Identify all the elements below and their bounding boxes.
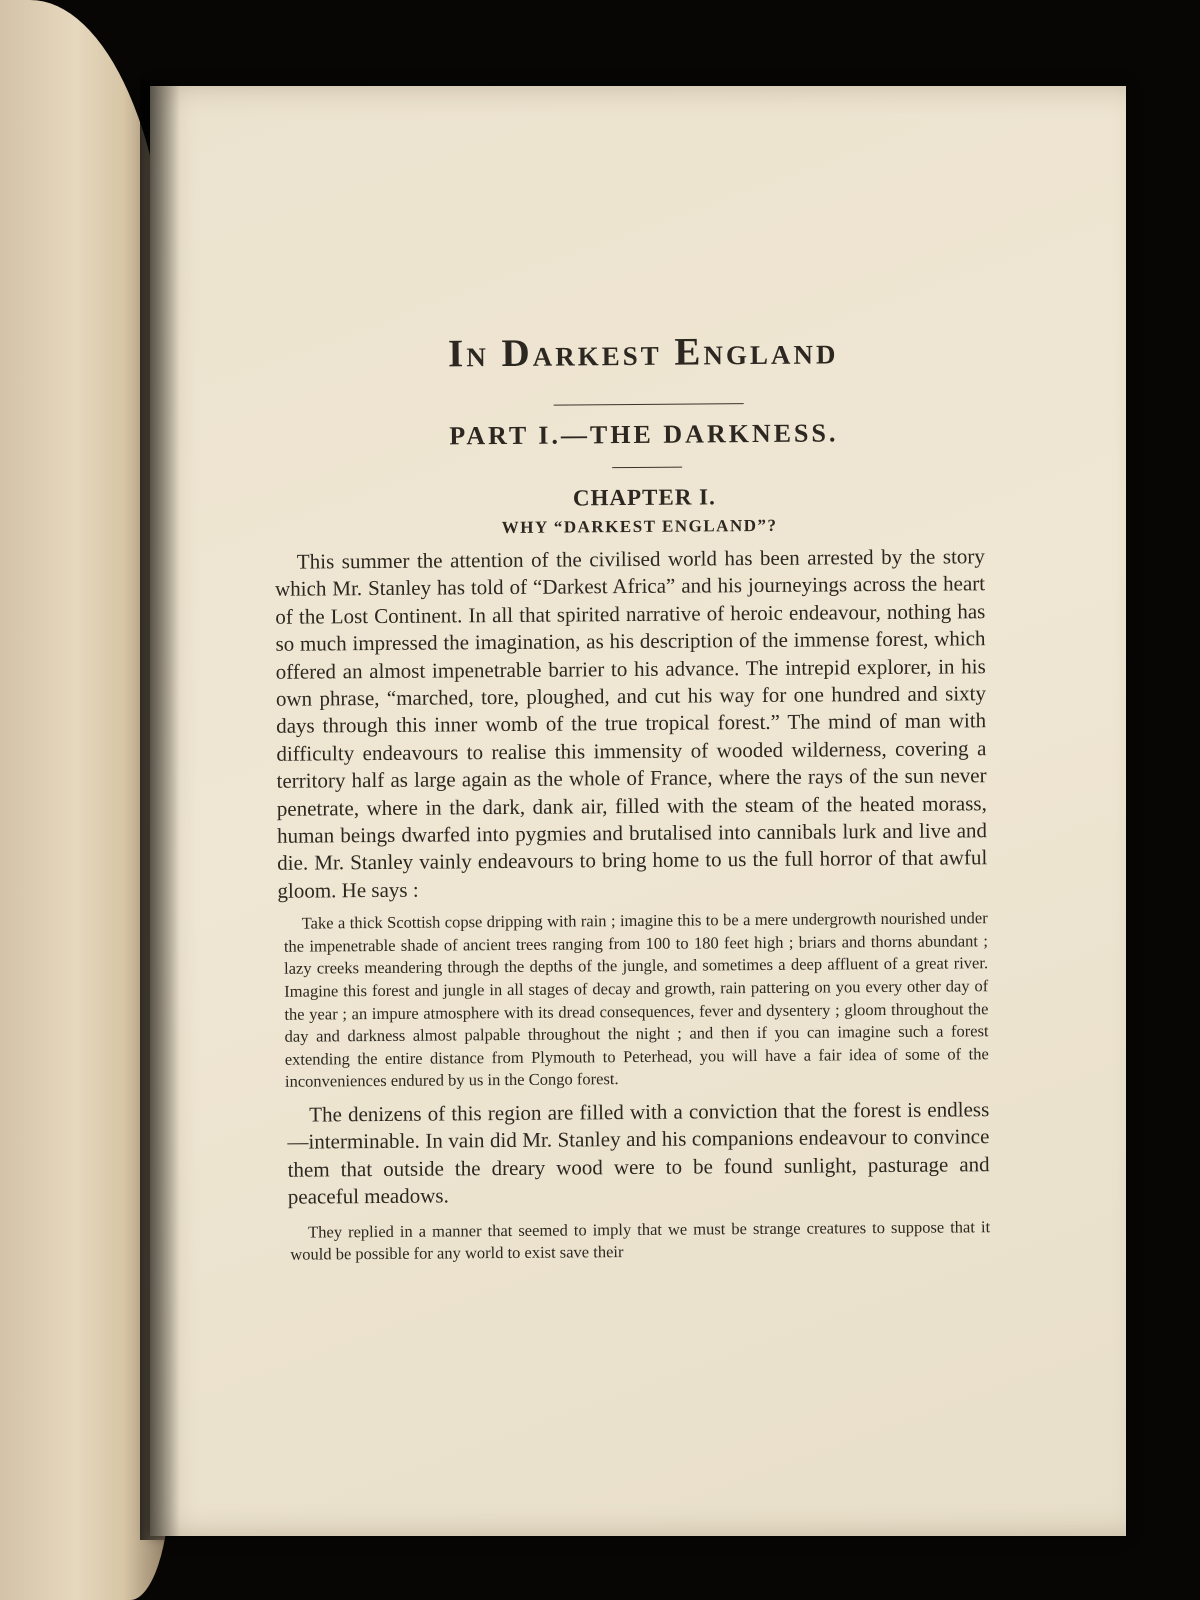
block-quote-2: They replied in a manner that seemed to imply that we must be strange creatures to suppose that it would be possible for any world to exist save their: [290, 1216, 991, 1264]
book-title: In Darkest England: [447, 329, 839, 376]
part-divider: [612, 467, 682, 469]
chapter-title: CHAPTER I.: [572, 484, 716, 511]
body-paragraph-2: The denizens of this region are filled with a conviction that the forest is endless—interminable. In vain did Mr. Stanley and his companions endeavour to convince them that outside the dreary wood were to be found sunlight, pasturage and peaceful meadows.: [287, 1097, 990, 1209]
gutter-shadow: [140, 80, 180, 1540]
body-paragraph-1: This summer the attention of the civilised world has been arrested by the story which Mr. Stanley has told of “Darkest Africa” and his journeyings across the heart of the Lost Continent. In all that spirited narrative of heroic endeavour, nothing has so much impressed the imagination, as his description of the immense forest, which offered an almost impenetrable barrier to his advance. The intrepid explorer, in his own phrase, “marched, tore, ploughed, and cut his way for one hundred and sixty days through this inner womb of the true tropical forest.” The mind of man with difficulty endeavours to realise this immensity of wooded wilderness, covering a territory half as large again as the whole of France, where the rays of the sun never penetrate, where in the dark, dank air, filled with the steam of the heated morass, human beings dwarfed into pygmies and brutalised into cannibals lurk and live and die. Mr. Stanley vainly endeavours to bring home to us the full horror of that awful gloom. He says :: [274, 544, 988, 903]
chapter-subtitle: WHY “DARKEST ENGLAND”?: [501, 515, 778, 538]
part-title: PART I.—THE DARKNESS.: [449, 418, 839, 451]
page-content: [273, 327, 990, 1266]
block-quote-1: Take a thick Scottish copse dripping with rain ; imagine this to be a mere undergrowth nourished under the impenetrable shade of ancient trees ranging from 100 to 180 feet high ; briars and thorns abundant ; lazy creeks meandering through the depths of the jungle, and sometimes a deep affluent of a great river. Imagine this forest and jungle in all stages of decay and growth, rain pattering on you every other day of the year ; an impure atmosphere with its dread consequences, fever and dysentery ; gloom throughout the day and darkness almost palpable throughout the night ; and then if you can imagine such a forest extending the entire distance from Plymouth to Peterhead, you will have a fair idea of some of the inconveniences endured by us in the Congo forest.: [283, 908, 989, 1092]
title-divider: [554, 403, 744, 405]
